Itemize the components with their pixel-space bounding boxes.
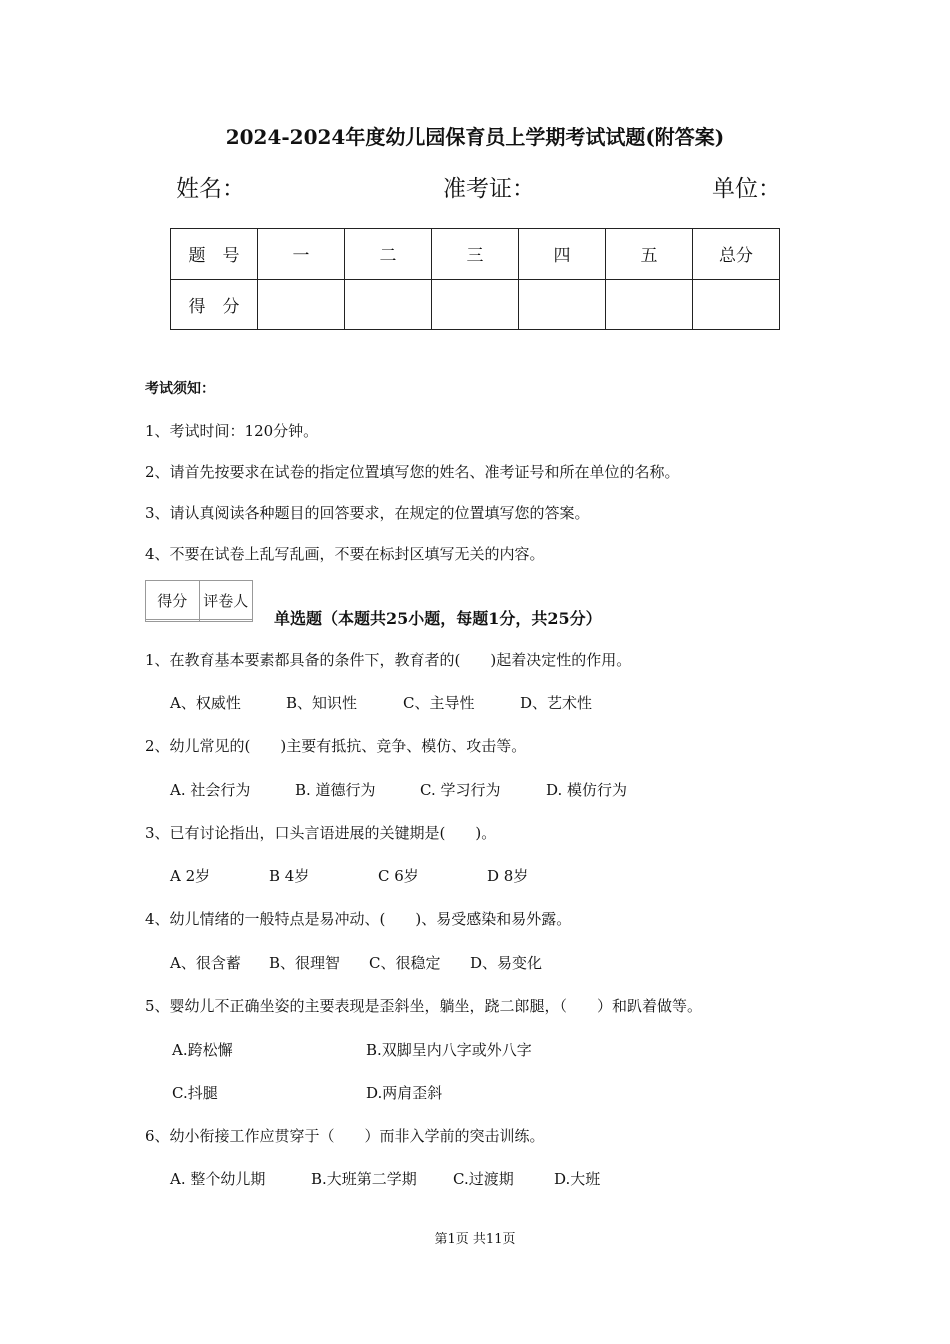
grader-box — [145, 580, 253, 622]
option: A、很含蓄 — [170, 954, 241, 972]
question-text: 5、婴幼儿不正确坐姿的主要表现是歪斜坐，躺坐，跷二郎腿，（ ）和趴着做等。 — [145, 997, 703, 1015]
option: D 8岁 — [487, 867, 529, 885]
score-header-5: 五 — [606, 229, 693, 280]
notice-item: 4、不要在试卷上乱写乱画，不要在标封区填写无关的内容。 — [145, 545, 545, 563]
score-table-score-row — [171, 279, 780, 330]
question-text: 6、幼小衔接工作应贯穿于（ ）而非入学前的突击训练。 — [145, 1127, 545, 1145]
option: D、艺术性 — [520, 694, 593, 712]
option: B.大班第二学期 — [311, 1170, 417, 1188]
option: A.跨松懈 — [172, 1041, 233, 1059]
grader-reviewer-label: 评卷人 — [199, 581, 253, 620]
notice-item: 2、请首先按要求在试卷的指定位置填写您的姓名、准考证号和所在单位的名称。 — [145, 463, 680, 481]
grader-score-label: 得分 — [146, 581, 200, 620]
option: A. 社会行为 — [170, 781, 251, 799]
page-title: 2024-2024年度幼儿园保育员上学期考试试题(附答案) — [225, 125, 725, 149]
option: B.双脚呈内八字或外八字 — [366, 1041, 532, 1059]
notice-item: 3、请认真阅读各种题目的回答要求，在规定的位置填写您的答案。 — [145, 504, 590, 522]
option: B、很理智 — [269, 954, 341, 972]
option: B、知识性 — [286, 694, 358, 712]
score-header-1: 一 — [258, 229, 345, 280]
score-cell — [345, 279, 432, 330]
score-header-4: 四 — [519, 229, 606, 280]
option: D.大班 — [554, 1170, 601, 1188]
question-text: 2、幼儿常见的( )主要有抵抗、竞争、模仿、攻击等。 — [145, 737, 527, 755]
option: A 2岁 — [170, 867, 211, 885]
score-header-2: 二 — [345, 229, 432, 280]
option: A、权威性 — [170, 694, 241, 712]
question-text: 1、在教育基本要素都具备的条件下，教育者的( )起着决定性的作用。 — [145, 651, 632, 669]
option: B. 道德行为 — [295, 781, 376, 799]
option: A. 整个幼儿期 — [170, 1170, 266, 1188]
option: C. 学习行为 — [420, 781, 501, 799]
name-label: 姓名： — [176, 176, 245, 202]
option: D.两肩歪斜 — [366, 1084, 443, 1102]
unit-label: 单位： — [712, 176, 781, 202]
option: D. 模仿行为 — [546, 781, 628, 799]
score-table — [170, 228, 780, 330]
option: D、易变化 — [470, 954, 543, 972]
exam-id-label: 准考证： — [443, 176, 535, 202]
score-cell — [606, 279, 693, 330]
page-footer: 第1页 共11页 — [434, 1232, 516, 1247]
grader-reviewer-cell — [199, 620, 253, 622]
question-text: 3、已有讨论指出，口头言语进展的关键期是( )。 — [145, 824, 497, 842]
score-row-label: 得 分 — [171, 279, 258, 330]
option: C.过渡期 — [453, 1170, 514, 1188]
score-cell — [693, 279, 780, 330]
score-header-total: 总分 — [693, 229, 780, 280]
score-header-label: 题 号 — [171, 229, 258, 280]
option: B 4岁 — [269, 867, 310, 885]
option: C 6岁 — [378, 867, 419, 885]
notice-item: 1、考试时间：120分钟。 — [145, 422, 319, 440]
option: C、主导性 — [403, 694, 475, 712]
score-header-3: 三 — [432, 229, 519, 280]
score-cell — [432, 279, 519, 330]
question-text: 4、幼儿情绪的一般特点是易冲动、( )、易受感染和易外露。 — [145, 910, 572, 928]
option: C.抖腿 — [172, 1084, 218, 1102]
option: C、很稳定 — [369, 954, 441, 972]
score-table-header-row — [171, 229, 780, 280]
score-cell — [258, 279, 345, 330]
grader-score-cell — [146, 620, 200, 622]
notice-heading: 考试须知： — [145, 381, 215, 397]
score-cell — [519, 279, 606, 330]
section-title: 单选题（本题共25小题，每题1分，共25分） — [274, 609, 602, 628]
